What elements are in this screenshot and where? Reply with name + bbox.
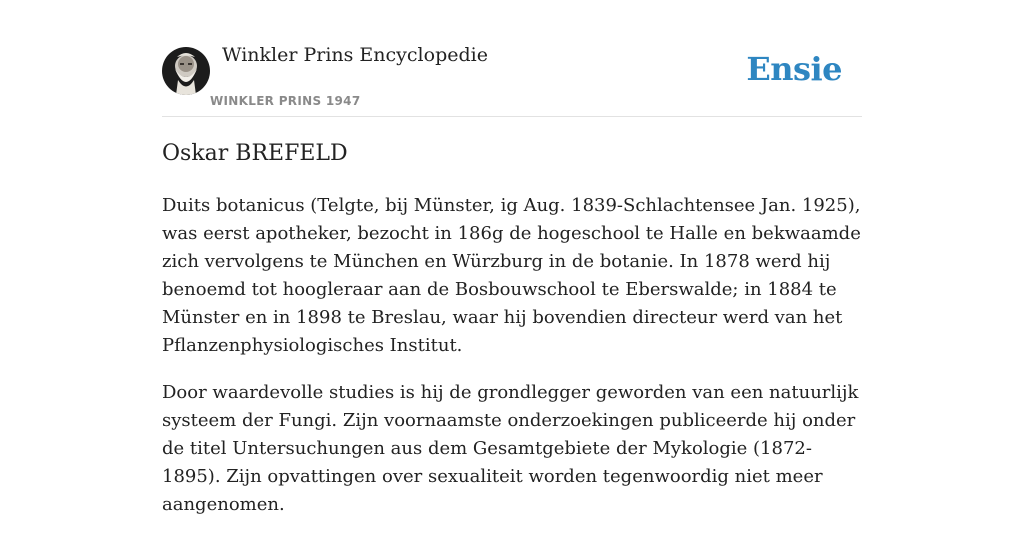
ensie-logo[interactable]: Ensie (746, 50, 842, 88)
source-name[interactable]: Winkler Prins Encyclopedie (222, 44, 488, 66)
article-paragraph: Door waardevolle studies is hij de grondlegger geworden van een natuurlijk systeem der Fungi. Zijn voornaamste onderzoekingen publiceerde hij onder de titel Untersuchungen aus dem Gesamtgebiete der Mykologie (1872-1895). Zijn opvattingen over sexualiteit worden tegenwoordig niet meer aangenomen. (162, 382, 859, 515)
source-avatar-icon[interactable] (162, 47, 210, 95)
article-paragraph: Duits botanicus (Telgte, bij Münster, ig Aug. 1839-Schlachtensee Jan. 1925), was eerst apotheker, bezocht in 186g de hogeschool te Halle en bekwaamde zich vervolgens te München en Würzburg in de botanie. In 1878 werd hij benoemd tot hoogleraar aan de Bosbouwschool te Eberswalde; in 1884 te Münster en in 1898 te Breslau, waar hij bovendien directeur werd van het Pflanzenphysiologisches Institut. (162, 195, 861, 356)
source-header (162, 0, 862, 117)
article-title: Oskar BREFELD (162, 141, 348, 166)
article-body (162, 192, 862, 538)
source-edition: WINKLER PRINS 1947 (210, 94, 361, 108)
page (162, 0, 862, 515)
